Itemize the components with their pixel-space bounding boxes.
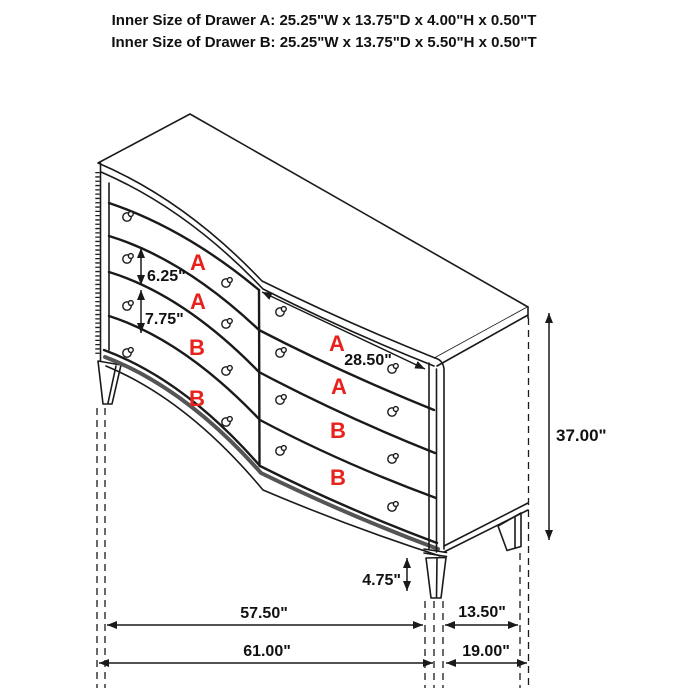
left-drawer2-label: A <box>190 289 206 314</box>
front-right-post-cap <box>424 549 447 557</box>
right-drawer3-label: B <box>330 418 346 443</box>
dim-label-overall-depth: 19.00" <box>462 643 510 660</box>
front-right-leg <box>426 558 446 599</box>
drawer-knob <box>222 366 232 376</box>
drawer-size-header <box>0 10 648 54</box>
dim-label-front-width-inner: 57.50" <box>240 605 288 622</box>
drawer-knob <box>276 348 286 358</box>
left-drawer3-label: B <box>189 335 205 360</box>
drawer-knob <box>123 254 133 264</box>
drawer-knob <box>276 446 286 456</box>
dim-label-overall-width: 61.00" <box>243 643 291 660</box>
dresser-body <box>98 114 529 598</box>
drawer-knob <box>222 278 232 288</box>
drawer-knob <box>276 307 286 317</box>
right-drawer1-label: A <box>329 331 345 356</box>
drawer-knob <box>276 395 286 405</box>
right-drawer2-label: A <box>331 374 347 399</box>
bottom-rail-molding <box>105 357 438 549</box>
left-drawer4-label: B <box>189 386 205 411</box>
drawer-knob <box>222 417 232 427</box>
drawer-knob <box>123 301 133 311</box>
dim-label-leg-height: 4.75" <box>362 572 401 589</box>
drawer-knob <box>222 319 232 329</box>
drawer-b-size-text: Inner Size of Drawer B: 25.25"W x 13.75"D x 5.50"H x 0.50"T <box>111 34 537 51</box>
dim-label-drawer-b-height: 7.75" <box>145 311 184 328</box>
separator-row3-row4 <box>109 316 436 498</box>
drawer-knob <box>123 212 133 222</box>
drawer-knob <box>388 407 398 417</box>
drawer-knob <box>123 348 133 358</box>
drawer-knob <box>388 502 398 512</box>
drawer-a-size-text: Inner Size of Drawer A: 25.25"W x 13.75"D x 4.00"H x 0.50"T <box>111 12 537 29</box>
drawer-knob <box>388 454 398 464</box>
back-right-leg <box>498 513 521 551</box>
dim-label-overall-height: 37.00" <box>556 426 607 445</box>
dim-label-drawer-a-height: 6.25" <box>147 268 186 285</box>
dim-label-drawer-width: 28.50" <box>344 352 392 369</box>
dim-label-side-depth-inner: 13.50" <box>458 604 506 621</box>
right-drawer4-label: B <box>330 465 346 490</box>
left-drawer1-label: A <box>190 250 206 275</box>
center-divider <box>259 290 260 466</box>
front-right-post <box>429 358 444 552</box>
